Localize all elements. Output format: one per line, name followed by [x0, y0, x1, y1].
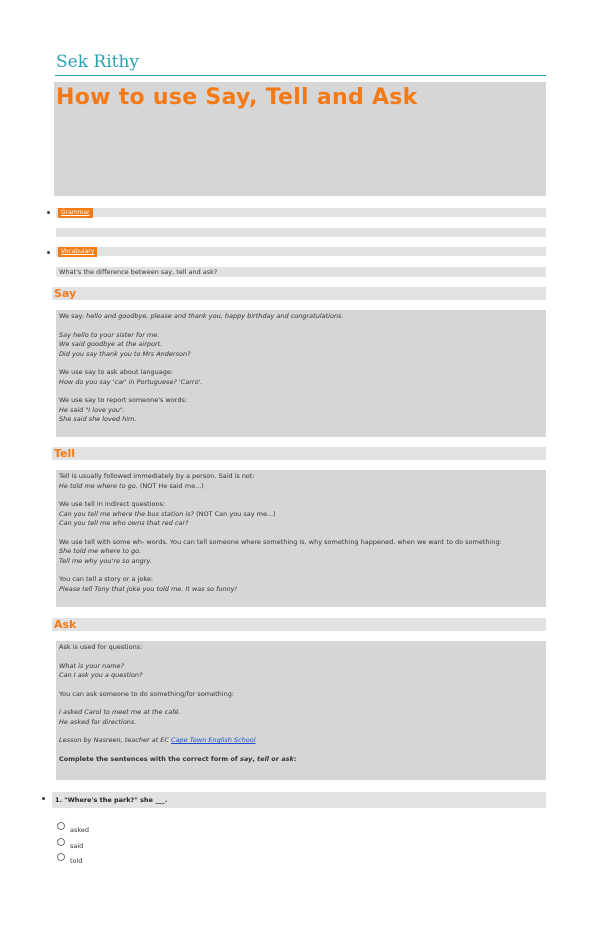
intro-text: What's the difference between say, tell and ask?	[59, 268, 218, 276]
section-heading-say	[52, 287, 546, 300]
tell-text: Tell is usually followed immediately by a person. Said is not:	[59, 472, 255, 480]
ask-content	[56, 641, 546, 780]
exercise-word: ask	[281, 754, 294, 763]
tell-text: (NOT Can you say me...)	[194, 509, 276, 518]
category-tag-grammar[interactable]: Grammar	[58, 208, 93, 218]
tell-example: Can you tell me where the bus station is?	[59, 509, 195, 518]
category-tag-vocabulary[interactable]: Vocabulary	[58, 247, 97, 257]
quiz-question: 1. "Where's the park?" she ___.	[55, 796, 168, 804]
bullet-icon	[47, 211, 50, 214]
title-divider	[55, 75, 546, 76]
quiz-question-row	[52, 792, 546, 808]
option-label: told	[70, 857, 83, 865]
tell-text: (NOT He said me...)	[137, 481, 204, 490]
tell-example: Tell me why you're so angry.	[59, 556, 152, 565]
tell-example: Please tell Tony that joke you told me. It was so funny!	[59, 584, 238, 593]
tell-text: We use tell in indirect questions:	[59, 500, 166, 508]
tell-text: We use tell with some wh- words. You can tell someone where something is, why something happened, when we want to do something:	[59, 537, 502, 546]
exercise-sep: :	[293, 754, 297, 763]
exercise-word: tell	[257, 754, 270, 763]
say-example: How do you say 'car' in Portuguese? 'Carro'.	[59, 377, 203, 386]
radio-option-told[interactable]	[57, 853, 65, 861]
say-text: We use say to report someone's words:	[59, 396, 188, 404]
ask-example: What is your name?	[59, 661, 124, 670]
tell-heading: Tell	[54, 447, 76, 460]
blog-title[interactable]: Sek Rithy	[56, 52, 140, 72]
lesson-credit: Lesson by Nasreen, teacher at EC	[59, 736, 172, 744]
ask-text: You can ask someone to do something/for something:	[59, 689, 235, 698]
exercise-word: say	[240, 754, 253, 763]
option-label: said	[70, 842, 84, 850]
bullet-icon	[42, 797, 45, 800]
category-row	[56, 208, 546, 217]
tell-example: She told me where to go.	[59, 547, 142, 555]
tell-example: He told me where to go.	[59, 481, 138, 490]
ask-example: I asked Carol to meet me at the café.	[59, 708, 181, 716]
intro-row	[56, 267, 546, 277]
say-example: Say hello to your sister for me.	[59, 330, 160, 339]
say-example: Did you say thank you to Mrs Anderson?	[59, 349, 191, 358]
radio-option-asked[interactable]	[57, 822, 65, 830]
exercise-sep: or	[269, 754, 282, 763]
ask-example: Can I ask you a question?	[59, 671, 143, 679]
exercise-instruction: Complete the sentences with the correct form of	[59, 754, 241, 763]
school-link[interactable]: Cape Town English School	[171, 736, 256, 744]
ask-heading: Ask	[54, 618, 77, 631]
spacer-bar	[56, 228, 546, 237]
ask-text: Ask is used for questions:	[59, 643, 143, 651]
section-heading-ask	[52, 618, 546, 631]
say-text: We say:	[59, 312, 87, 320]
say-example: hello and goodbye, please and thank you, happy birthday and congratulations.	[86, 312, 344, 320]
post-header	[54, 82, 546, 196]
category-row	[56, 247, 546, 256]
bullet-icon	[47, 251, 50, 254]
section-heading-tell	[52, 447, 546, 460]
tell-example: Can you tell me who owns that red car?	[59, 519, 189, 527]
say-heading: Say	[54, 287, 77, 300]
say-example: She said she loved him.	[59, 415, 137, 423]
ask-example: He asked for directions.	[59, 717, 137, 726]
say-example: He said "I love you".	[59, 405, 125, 414]
say-content	[56, 310, 546, 437]
option-label: asked	[70, 826, 90, 834]
tell-text: You can tell a story or a joke:	[59, 575, 154, 583]
tell-content	[56, 470, 546, 607]
say-text: We use say to ask about language:	[59, 368, 174, 376]
exercise-sep: ,	[252, 754, 258, 763]
radio-option-said[interactable]	[57, 838, 65, 846]
post-title: How to use Say, Tell and Ask	[56, 85, 418, 110]
say-example: We said goodbye at the airport.	[59, 340, 163, 348]
